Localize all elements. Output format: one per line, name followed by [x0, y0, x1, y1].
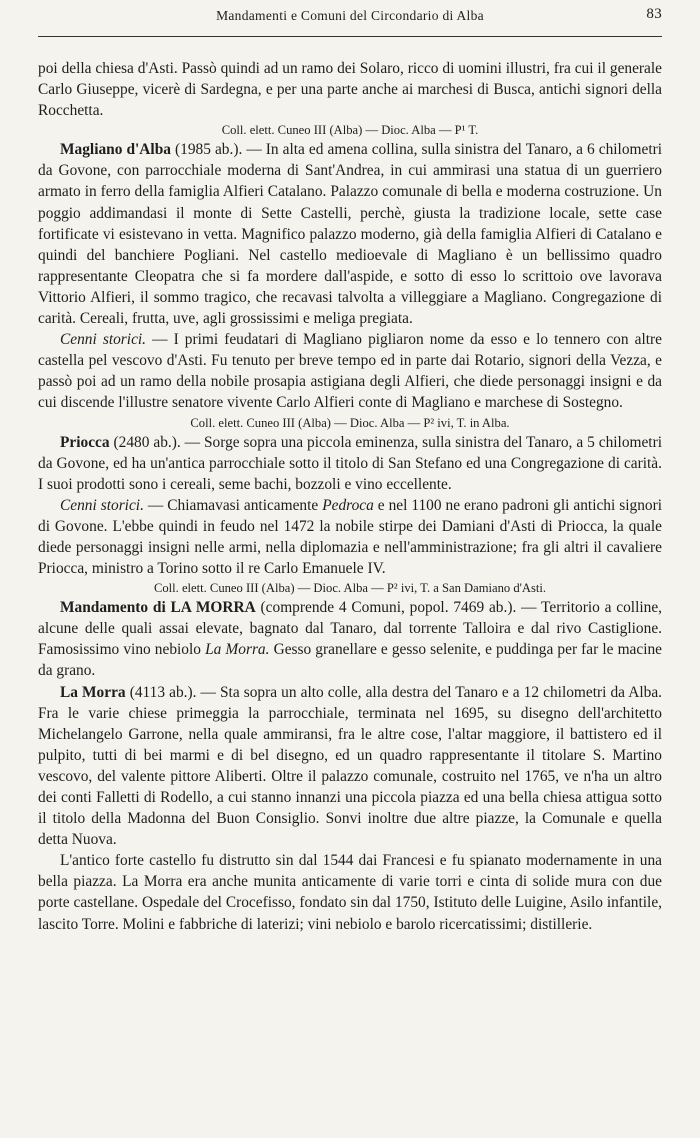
paragraph-magliano — [38, 139, 662, 329]
paragraph-la-morra — [38, 682, 662, 851]
page-body — [38, 58, 662, 935]
page-number: 83 — [646, 6, 662, 22]
priocca-description: (2480 ab.). — Sorge sopra una piccola eminenza, sulla sinistra del Tanaro, a 5 chilometri da Govone, ed ha un'antica parrocchiale sotto il titolo di San Stefano ed una Congregazione di carità. I suoi prodotti sono i cereali, seme bachi, bozzoli e vino eccellente. — [38, 433, 662, 493]
la-morra-description: (4113 ab.). — Sta sopra un alto colle, alla destra del Tanaro e a 12 chilometri da Alba. Fra le varie chiese primeggia la parrocchiale, terminata nel 1695, su disegno dell'architetto Michelangelo Garrone, nella quale ammiransi, fra le altre cose, l'altar maggiore, il battistero ed il pulpito, tutti di bei marmi e di bel disegno, ed un quadro rappresentante il titolare S. Martino vescovo, del valente pittore Aliberti. Oltre il palazzo comunale, costruito nel 1765, ve n'ha un altro dei conti Falletti di Rodello, a cui stanno innanzi una piccola piazza ed una bella chiesa attigua sotto il titolo della Madonna del Buon Consiglio. Sonvi inoltre due altre piazze, la Comunale e quella detta Nuova. — [38, 683, 662, 849]
cenni-storici-label: Cenni storici. — [60, 331, 147, 349]
magliano-description: (1985 ab.). — In alta ed amena collina, sulla sinistra del Tanaro, a 6 chilometri da Govone, con parrocchiale moderna di Sant'Andrea, in cui ammirasi una statua di un guerriero armato in ferro della famiglia Alfieri Catalano. Palazzo comunale di bella e moderna costruzione. Un poggio addimandasi il monte di Sette Castelli, perchè, giusta la tradizione locale, sette case fortificate vi esistevano in vetta. Magnifico palazzo moderno, già della famiglia Alfieri di Catalano e quindi del banchiere Pogliani. Nel castello medioevale di Magliano è un bellissimo quadro rappresentante Cleopatra che si fa mordere dall'aspide, e sotto di esso lo scrittoio ove lavorava Vittorio Alfieri, il sommo tragico, che recavasi talvolta a villeggiare a Magliano. Congregazione di carità. Cereali, frutta, uve, agli grossissimi e meliga pregiata. — [38, 141, 662, 328]
magliano-history-text: — I primi feudatari di Magliano pigliaron nome da esso e lo tennero con altre castella pel vescovo d'Asti. Fu tenuto per breve tempo ed in parte dai Rotario, signori della Vezza, e passò poi ad un ramo della nobile prosapia astigiana degli Alfieri, che diede personaggi insigni e da cui discende l'illustre senatore vivente Carlo Alfieri conte di Magliano e marchese di Sostegno. — [38, 331, 662, 412]
paragraph-mandamento-la-morra — [38, 597, 662, 681]
mandamento-text-a: (comprende 4 Comuni, popol. 7469 ab.). — Territorio a colline, alcune delle quali assai elevate, bagnato dal Tanaro, dal torrente Talloira e dal rivo Castiglione. Famosissimo vino nebiolo — [38, 599, 662, 659]
header-rule — [38, 36, 662, 37]
reference-line-rocchetta: Coll. elett. Cuneo III (Alba) — Dioc. Alba — P¹ T. — [221, 123, 479, 138]
pedroca-term: Pedroca — [322, 496, 374, 514]
entry-heading-priocca: Priocca — [60, 433, 110, 451]
paragraph-magliano-history — [38, 329, 662, 413]
entry-heading-mandamento: Mandamento di LA MORRA — [60, 599, 256, 617]
entry-heading-magliano: Magliano d'Alba — [60, 141, 171, 159]
running-title: Mandamenti e Comuni del Circondario di Alba — [216, 8, 484, 23]
priocca-history-b: e nel 1100 ne erano padroni gli antichi signori di Govone. L'ebbe quindi in feudo nel 1472 la nobile stirpe dei Damiani d'Asti di Priocca, la quale diede personaggi insigni nelle armi, nella diplomazia e nell'amministrazione; fra gli altri il cavaliere Priocca, ministro a Torino sotto il re Carlo Emanuele IV. — [38, 496, 662, 578]
paragraph-rocchetta-end: poi della chiesa d'Asti. Passò quindi ad un ramo dei Solaro, ricco di uomini illustri, fra cui il generale Carlo Giuseppe, vicerè di Sardegna, e per una parte anche ai marchesi di Busca, antichi signori della Rocchetta. — [38, 60, 662, 120]
running-head — [38, 6, 662, 28]
priocca-history-a: — Chiamavasi anticamente — [143, 496, 323, 514]
entry-heading-la-morra: La Morra — [60, 683, 126, 701]
la-morra-wine-term: La Morra. — [205, 641, 270, 659]
reference-line-priocca: Coll. elett. Cuneo III (Alba) — Dioc. Alba — P² ivi, T. a San Damiano d'Asti. — [153, 581, 547, 596]
paragraph-priocca-history — [38, 495, 662, 579]
mandamento-text-b: Gesso granellare e gesso selenite, e puddinga per far le macine da grano. — [38, 641, 663, 680]
cenni-storici-label: Cenni storici. — [60, 496, 144, 514]
reference-line-magliano: Coll. elett. Cuneo III (Alba) — Dioc. Alba — P² ivi, T. in Alba. — [190, 415, 510, 430]
paragraph-la-morra-castle: L'antico forte castello fu distrutto sin dal 1544 dai Francesi e fu spianato modernamente in una bella piazza. La Morra era anche munita anticamente di varie torri e cinta di solide mura con due porte castellane. Ospedale del Crocefisso, fondato sin dal 1750, Istituto delle Luigine, Asilo infantile, lascito Torre. Molini e fabbriche di laterizi; vini nebiolo e barolo ricercatissimi; distillerie. — [38, 852, 662, 933]
paragraph-priocca — [38, 432, 662, 495]
